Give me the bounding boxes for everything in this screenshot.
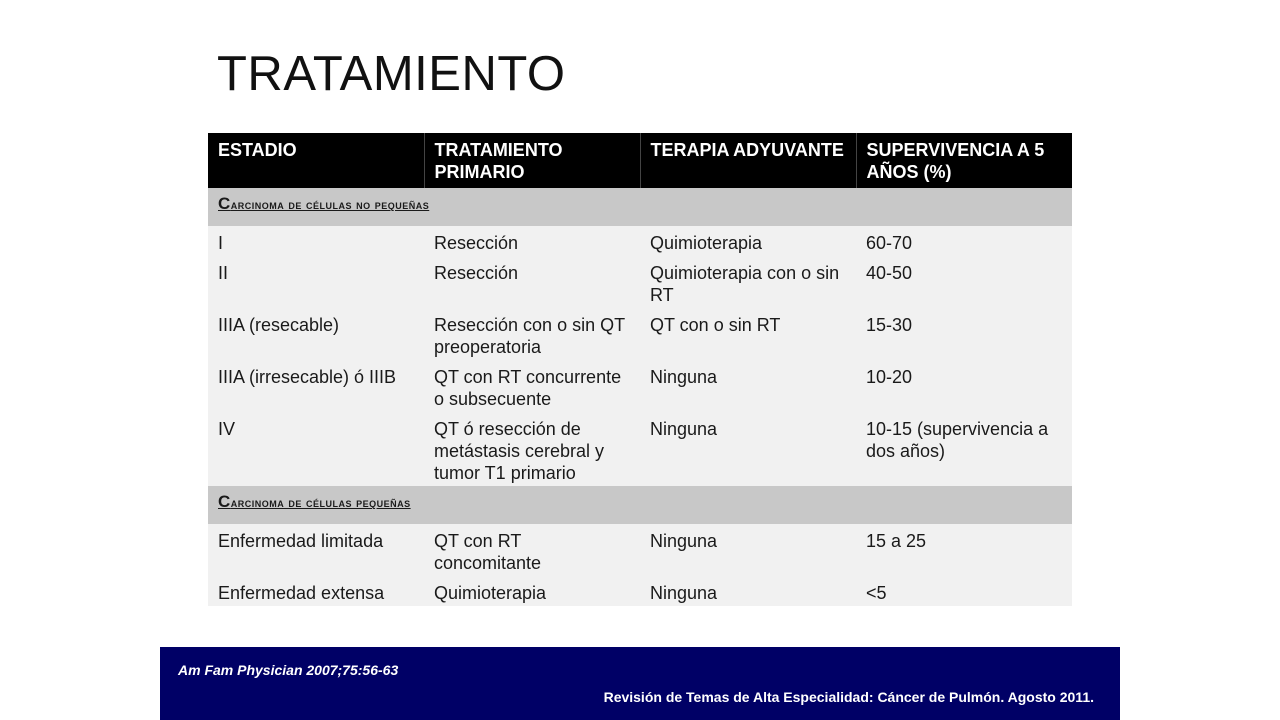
cell-supervivencia: <5 [856, 576, 1072, 606]
header-supervivencia: SUPERVIVENCIA A 5 AÑOS (%) [856, 133, 1072, 188]
cell-estadio: Enfermedad extensa [208, 576, 424, 606]
cell-supervivencia: 15-30 [856, 308, 1072, 360]
header-tratamiento-primario: TRATAMIENTO PRIMARIO [424, 133, 640, 188]
cell-estadio: IIIA (resecable) [208, 308, 424, 360]
footer-citation: Am Fam Physician 2007;75:56-63 [178, 662, 399, 678]
table-row [208, 576, 1072, 606]
slide-title: TRATAMIENTO [217, 47, 566, 101]
cell-adyuvante: Ninguna [640, 412, 856, 486]
cell-adyuvante: Quimioterapia [640, 226, 856, 256]
cell-estadio: II [208, 256, 424, 308]
cell-estadio: Enfermedad limitada [208, 524, 424, 576]
section-row-sclc [208, 486, 1072, 524]
table-row [208, 360, 1072, 412]
treatment-table [208, 133, 1072, 606]
table-row [208, 524, 1072, 576]
cell-tratamiento: Resección con o sin QT preoperatoria [424, 308, 640, 360]
cell-supervivencia: 10-20 [856, 360, 1072, 412]
cell-supervivencia: 60-70 [856, 226, 1072, 256]
cell-tratamiento: QT ó resección de metástasis cerebral y tumor T1 primario [424, 412, 640, 486]
cell-adyuvante: Ninguna [640, 524, 856, 576]
section-label-nsclc: Carcinoma de células no pequeñas [208, 188, 1072, 226]
table-row [208, 256, 1072, 308]
cell-adyuvante: Ninguna [640, 576, 856, 606]
cell-tratamiento: QT con RT concomitante [424, 524, 640, 576]
cell-estadio: IV [208, 412, 424, 486]
cell-estadio: I [208, 226, 424, 256]
cell-adyuvante: QT con o sin RT [640, 308, 856, 360]
cell-adyuvante: Quimioterapia con o sin RT [640, 256, 856, 308]
cell-estadio: IIIA (irresecable) ó IIIB [208, 360, 424, 412]
header-terapia-adyuvante: TERAPIA ADYUVANTE [640, 133, 856, 188]
header-estadio: ESTADIO [208, 133, 424, 188]
cell-tratamiento: QT con RT concurrente o subsecuente [424, 360, 640, 412]
footer-bar [160, 647, 1120, 720]
footer-course-title: Revisión de Temas de Alta Especialidad: Cáncer de Pulmón. Agosto 2011. [603, 689, 1094, 705]
cell-adyuvante: Ninguna [640, 360, 856, 412]
cell-supervivencia: 40-50 [856, 256, 1072, 308]
section-label-sclc: Carcinoma de células pequeñas [208, 486, 1072, 524]
cell-supervivencia: 15 a 25 [856, 524, 1072, 576]
cell-tratamiento: Quimioterapia [424, 576, 640, 606]
table-row [208, 226, 1072, 256]
cell-supervivencia: 10-15 (supervivencia a dos años) [856, 412, 1072, 486]
cell-tratamiento: Resección [424, 226, 640, 256]
table-header-row [208, 133, 1072, 188]
cell-tratamiento: Resección [424, 256, 640, 308]
table-row [208, 412, 1072, 486]
section-row-nsclc [208, 188, 1072, 226]
table-row [208, 308, 1072, 360]
